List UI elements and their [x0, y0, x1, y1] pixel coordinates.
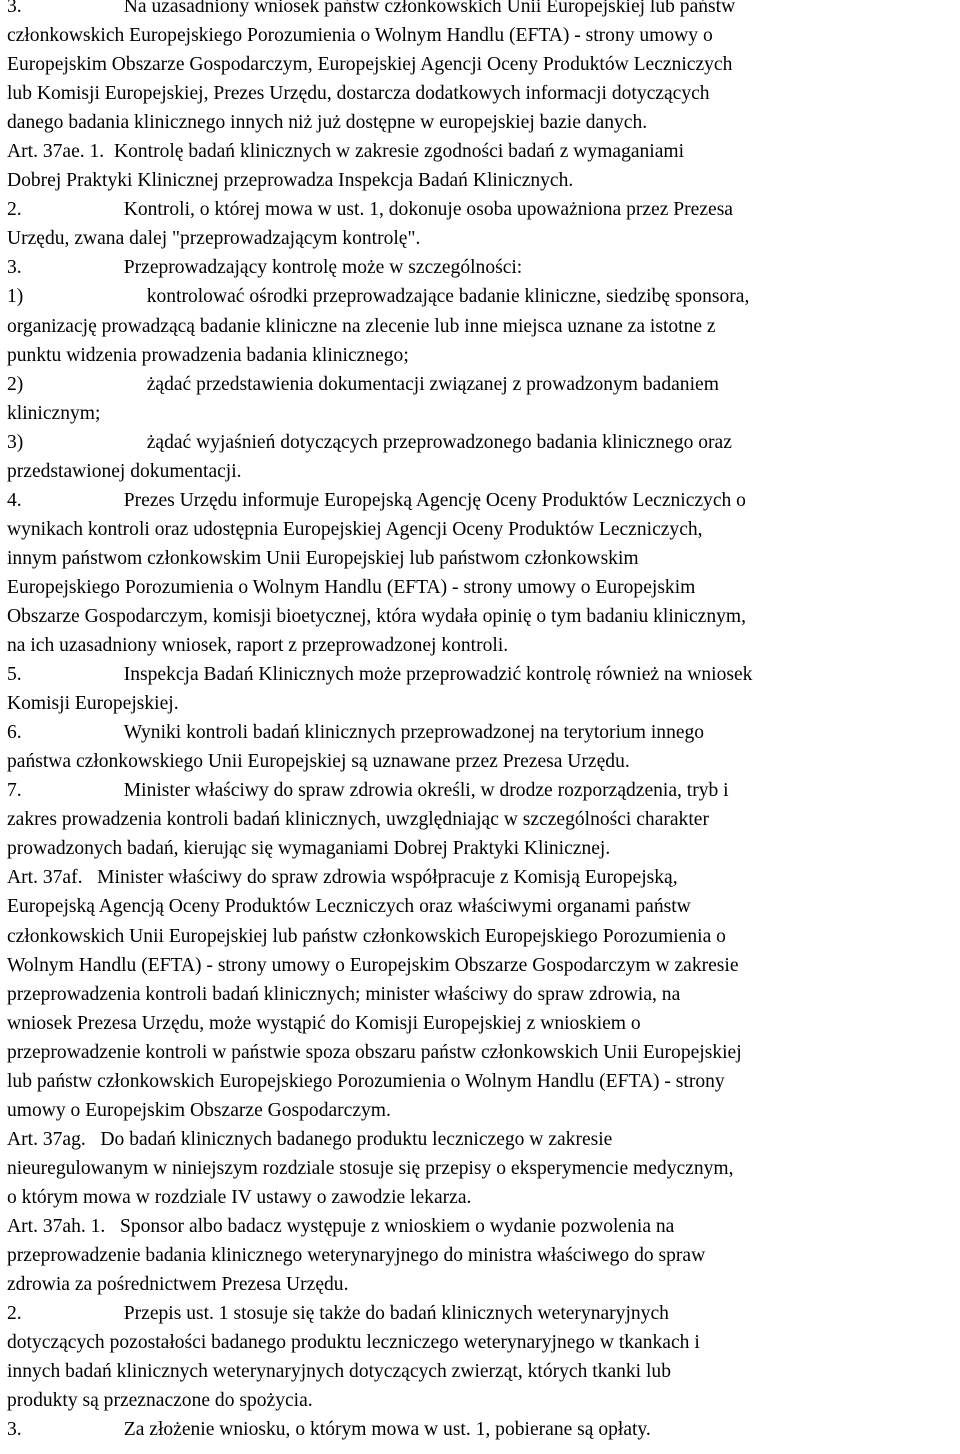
- line-text: Przepis ust. 1 stosuje się także do badań klinicznych weterynaryjnych: [123, 1303, 669, 1325]
- line-text: innych badań klinicznych weterynaryjnych dotyczących zwierząt, których tkanki lub: [7, 1361, 671, 1383]
- text-line: [7, 1183, 955, 1212]
- paragraph-number: 4.: [7, 489, 22, 511]
- line-text: Dobrej Praktyki Klinicznej przeprowadza Inspekcja Badań Klinicznych.: [7, 170, 574, 192]
- line-text: żądać wyjaśnień dotyczących przeprowadzonego badania klinicznego oraz: [146, 431, 732, 453]
- text-line: [7, 21, 955, 50]
- line-text: organizację prowadzącą badanie kliniczne na zlecenie lub inne miejsca uznane za istotne z: [7, 315, 716, 337]
- line-text: lub Komisji Europejskiej, Prezes Urzędu, dostarcza dodatkowych informacji dotyczących: [7, 83, 710, 105]
- paragraph-number: 3.: [7, 257, 22, 279]
- list-item-number: 2): [7, 373, 24, 395]
- list-item-number: 1): [7, 286, 24, 308]
- text-line: [7, 224, 955, 253]
- line-text: żądać przedstawienia dokumentacji związanej z prowadzonym badaniem: [146, 373, 719, 395]
- paragraph-number: 6.: [7, 722, 22, 744]
- line-text: Komisji Europejskiej.: [7, 693, 179, 715]
- text-line: [7, 631, 955, 660]
- text-line: [7, 50, 955, 79]
- line-text: Minister właściwy do spraw zdrowia współpracuje z Komisją Europejską,: [82, 867, 678, 889]
- line-text: przeprowadzenie badania klinicznego weterynaryjnego do ministra właściwego do spraw: [7, 1245, 706, 1267]
- text-line: [7, 515, 955, 544]
- text-line: [7, 776, 955, 805]
- line-text: wynikach kontroli oraz udostępnia Europejskiej Agencji Oceny Produktów Leczniczych,: [7, 518, 703, 540]
- line-text: Wolnym Handlu (EFTA) - strony umowy o Europejskim Obszarze Gospodarczym w zakresie: [7, 954, 739, 976]
- line-text: klinicznym;: [7, 402, 101, 424]
- text-line: [7, 1067, 955, 1096]
- text-line: [7, 1241, 955, 1270]
- line-text: kontrolować ośrodki przeprowadzające badanie kliniczne, siedzibę sponsora,: [146, 286, 750, 308]
- paragraph-number: 3.: [7, 1419, 22, 1441]
- text-line: [7, 1125, 955, 1154]
- text-line: [7, 195, 955, 224]
- text-line: [7, 602, 955, 631]
- text-line: [7, 457, 955, 486]
- line-text: Przeprowadzający kontrolę może w szczególności:: [123, 257, 523, 279]
- line-text: Kontrolę badań klinicznych w zakresie zgodności badań z wymaganiami: [104, 141, 685, 163]
- text-line: [7, 137, 955, 166]
- text-line: [7, 79, 955, 108]
- line-text: Sponsor albo badacz występuje z wnioskiem o wydanie pozwolenia na: [105, 1215, 675, 1237]
- text-line: [7, 863, 955, 892]
- line-text: nieuregulowanym w niniejszym rozdziale stosuje się przepisy o eksperymencie medycznym,: [7, 1157, 734, 1179]
- text-line: [7, 370, 955, 399]
- line-text: państwa członkowskiego Unii Europejskiej są uznawane przez Prezesa Urzędu.: [7, 751, 630, 773]
- text-line: [7, 1386, 955, 1415]
- line-text: danego badania klinicznego innych niż już dostępne w europejskiej bazie danych.: [7, 112, 648, 134]
- text-line: [7, 253, 955, 282]
- line-text: Minister właściwy do spraw zdrowia określi, w drodze rozporządzenia, tryb i: [123, 780, 729, 802]
- text-line: [7, 1009, 955, 1038]
- line-text: Na uzasadniony wniosek państw członkowskich Unii Europejskiej lub państw: [123, 0, 736, 17]
- text-line: [7, 660, 955, 689]
- paragraph-number: 3.: [7, 0, 22, 17]
- text-line: [7, 922, 955, 951]
- document-body: [7, 0, 957, 1444]
- text-line: [7, 980, 955, 1009]
- line-text: przeprowadzenie kontroli w państwie spoza obszaru państw członkowskich Unii Europejskiej: [7, 1041, 742, 1063]
- line-text: zdrowia za pośrednictwem Prezesa Urzędu.: [7, 1274, 349, 1296]
- text-line: [7, 166, 955, 195]
- line-text: Urzędu, zwana dalej "przeprowadzającym kontrolę".: [7, 228, 421, 250]
- text-line: [7, 573, 955, 602]
- article-number: Art. 37ag.: [7, 1128, 86, 1150]
- text-line: [7, 544, 955, 573]
- text-line: [7, 0, 955, 21]
- line-text: na ich uzasadniony wniosek, raport z przeprowadzonej kontroli.: [7, 635, 509, 657]
- text-line: [7, 1328, 955, 1357]
- line-text: Wyniki kontroli badań klinicznych przeprowadzonej na terytorium innego: [123, 722, 705, 744]
- article-number: Art. 37af.: [7, 867, 83, 889]
- text-line: [7, 1212, 955, 1241]
- line-text: dotyczących pozostałości badanego produktu leczniczego weterynaryjnego w tkankach i: [7, 1332, 700, 1354]
- text-line: [7, 1154, 955, 1183]
- paragraph-number: 2.: [7, 199, 22, 221]
- line-text: punktu widzenia prowadzenia badania klinicznego;: [7, 344, 409, 366]
- article-number: Art. 37ae. 1.: [7, 141, 105, 163]
- text-line: [7, 108, 955, 137]
- text-line: [7, 341, 955, 370]
- text-line: [7, 718, 955, 747]
- paragraph-number: 2.: [7, 1303, 22, 1325]
- text-line: [7, 1096, 955, 1125]
- line-text: Inspekcja Badań Klinicznych może przeprowadzić kontrolę również na wniosek: [123, 664, 753, 686]
- line-text: Za złożenie wniosku, o którym mowa w ust. 1, pobierane są opłaty.: [123, 1419, 651, 1441]
- text-line: [7, 747, 955, 776]
- text-line: [7, 486, 955, 515]
- text-line: [7, 892, 955, 921]
- line-text: Do badań klinicznych badanego produktu leczniczego w zakresie: [85, 1128, 613, 1150]
- line-text: Obszarze Gospodarczym, komisji bioetycznej, która wydała opinię o tym badaniu klinicznym,: [7, 605, 746, 627]
- line-text: Europejskim Obszarze Gospodarczym, Europejskiej Agencji Oceny Produktów Leczniczych: [7, 54, 733, 76]
- line-text: wniosek Prezesa Urzędu, może wystąpić do Komisji Europejskiej z wnioskiem o: [7, 1012, 641, 1034]
- line-text: Europejskiego Porozumienia o Wolnym Handlu (EFTA) - strony umowy o Europejskim: [7, 576, 696, 598]
- line-text: umowy o Europejskim Obszarze Gospodarczym.: [7, 1099, 391, 1121]
- text-line: [7, 1415, 955, 1444]
- line-text: lub państw członkowskich Europejskiego Porozumienia o Wolnym Handlu (EFTA) - strony: [7, 1070, 725, 1092]
- paragraph-number: 5.: [7, 664, 22, 686]
- line-text: innym państwom członkowskim Unii Europejskiej lub państwom członkowskim: [7, 547, 639, 569]
- line-text: Kontroli, o której mowa w ust. 1, dokonuje osoba upoważniona przez Prezesa: [123, 199, 733, 221]
- text-line: [7, 312, 955, 341]
- text-line: [7, 399, 955, 428]
- line-text: członkowskich Unii Europejskiej lub państw członkowskich Europejskiego Porozumienia o: [7, 925, 726, 947]
- line-text: członkowskich Europejskiego Porozumienia o Wolnym Handlu (EFTA) - strony umowy o: [7, 25, 713, 47]
- text-line: [7, 689, 955, 718]
- line-text: produkty są przeznaczone do spożycia.: [7, 1390, 313, 1412]
- list-item-number: 3): [7, 431, 24, 453]
- line-text: Europejską Agencją Oceny Produktów Leczniczych oraz właściwymi organami państw: [7, 896, 691, 918]
- text-line: [7, 282, 955, 311]
- paragraph-number: 7.: [7, 780, 22, 802]
- text-line: [7, 1270, 955, 1299]
- text-line: [7, 1038, 955, 1067]
- line-text: prowadzonych badań, kierując się wymaganiami Dobrej Praktyki Klinicznej.: [7, 838, 611, 860]
- text-line: [7, 834, 955, 863]
- text-line: [7, 1357, 955, 1386]
- article-number: Art. 37ah. 1.: [7, 1215, 106, 1237]
- line-text: Prezes Urzędu informuje Europejską Agencję Oceny Produktów Leczniczych o: [123, 489, 746, 511]
- text-line: [7, 1299, 955, 1328]
- line-text: o którym mowa w rozdziale IV ustawy o zawodzie lekarza.: [7, 1186, 472, 1208]
- line-text: zakres prowadzenia kontroli badań klinicznych, uwzględniając w szczególności charakter: [7, 809, 709, 831]
- line-text: przeprowadzenia kontroli badań klinicznych; minister właściwy do spraw zdrowia, na: [7, 983, 681, 1005]
- line-text: przedstawionej dokumentacji.: [7, 460, 242, 482]
- text-line: [7, 428, 955, 457]
- text-line: [7, 805, 955, 834]
- text-line: [7, 951, 955, 980]
